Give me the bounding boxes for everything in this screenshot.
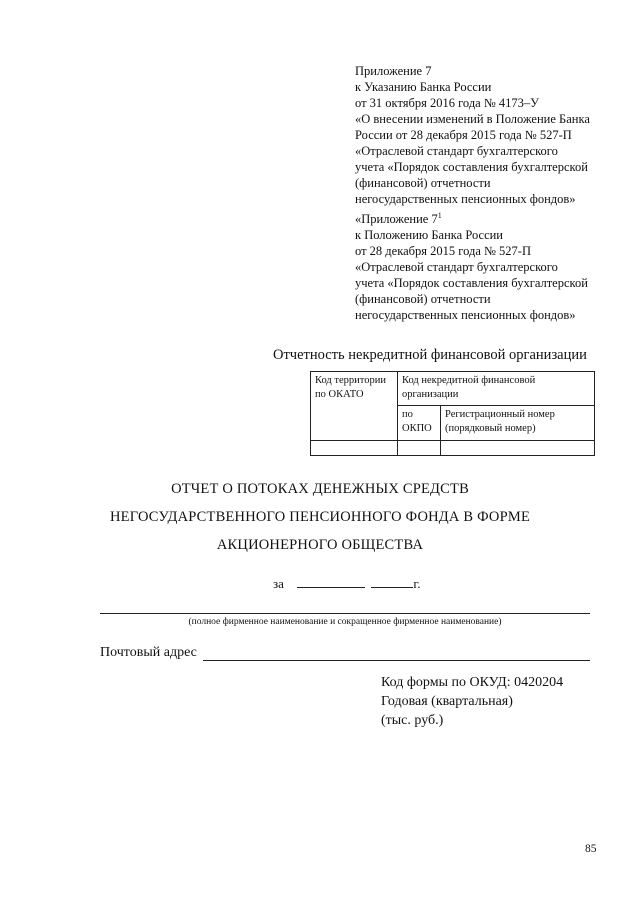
header-line: «О внесении изменений в Положение Банка <box>355 112 590 126</box>
page-number: 85 <box>585 843 597 855</box>
appendix-superscript: 1 <box>437 211 442 220</box>
territory-value[interactable] <box>311 441 398 456</box>
header-line: негосударственных пенсионных фондов» <box>355 308 576 322</box>
reg-number-value[interactable] <box>441 441 595 456</box>
header-line: Приложение 7 <box>355 64 432 78</box>
report-title-line: НЕГОСУДАРСТВЕННОГО ПЕНСИОННОГО ФОНДА В ФОРМЕ <box>110 509 530 525</box>
appendix-7-1-header <box>355 211 588 323</box>
postal-address-field[interactable] <box>203 659 590 661</box>
header-line: к Указанию Банка России <box>355 80 492 94</box>
header-line: учета «Порядок составления бухгалтерской <box>355 160 588 174</box>
period-suffix: г. <box>413 576 421 591</box>
form-period-type: Годовая (квартальная) <box>381 694 513 709</box>
header-line: от 31 октября 2016 года № 4173–У <box>355 96 540 110</box>
form-units: (тыс. руб.) <box>381 713 444 728</box>
period-line <box>273 575 421 592</box>
header-line: (финансовой) отчетности <box>355 176 491 190</box>
header-line: от 28 декабря 2015 года № 527-П <box>355 244 531 258</box>
year-field[interactable] <box>371 575 413 588</box>
form-code: Код формы по ОКУД: 0420204 <box>381 675 564 690</box>
postal-address-label: Почтовый адрес <box>100 645 197 660</box>
appendix-7-header <box>355 63 590 207</box>
header-line: негосударственных пенсионных фондов» <box>355 192 576 206</box>
full-name-caption: (полное фирменное наименование и сокращенное фирменное наименование) <box>188 617 502 627</box>
header-line: (финансовой) отчетности <box>355 292 491 306</box>
okpo-header: по ОКПО <box>398 406 441 441</box>
period-prefix: за <box>273 576 284 591</box>
header-line: «Отраслевой стандарт бухгалтерского <box>355 260 558 274</box>
codes-table <box>310 371 595 456</box>
header-line: учета «Порядок составления бухгалтерской <box>355 276 588 290</box>
org-code-header: Код некредитной финансовой организации <box>398 372 595 406</box>
reg-number-header: Регистрационный номер (порядковый номер) <box>441 406 595 441</box>
header-line: «Отраслевой стандарт бухгалтерского <box>355 144 558 158</box>
header-line: к Положению Банка России <box>355 228 503 242</box>
header-line: России от 28 декабря 2015 года № 527-П <box>355 128 572 142</box>
okpo-value[interactable] <box>398 441 441 456</box>
appendix-title: «Приложение 7 <box>355 212 438 226</box>
full-name-field[interactable] <box>100 612 590 614</box>
period-field[interactable] <box>297 575 365 588</box>
report-title-line: ОТЧЕТ О ПОТОКАХ ДЕНЕЖНЫХ СРЕДСТВ <box>171 481 469 497</box>
header-line <box>355 211 588 227</box>
territory-header: Код территории по ОКАТО <box>311 372 398 441</box>
report-title-line: АКЦИОНЕРНОГО ОБЩЕСТВА <box>216 537 424 553</box>
org-reporting-title: Отчетность некредитной финансовой организации <box>273 347 587 363</box>
form-info <box>381 673 563 730</box>
